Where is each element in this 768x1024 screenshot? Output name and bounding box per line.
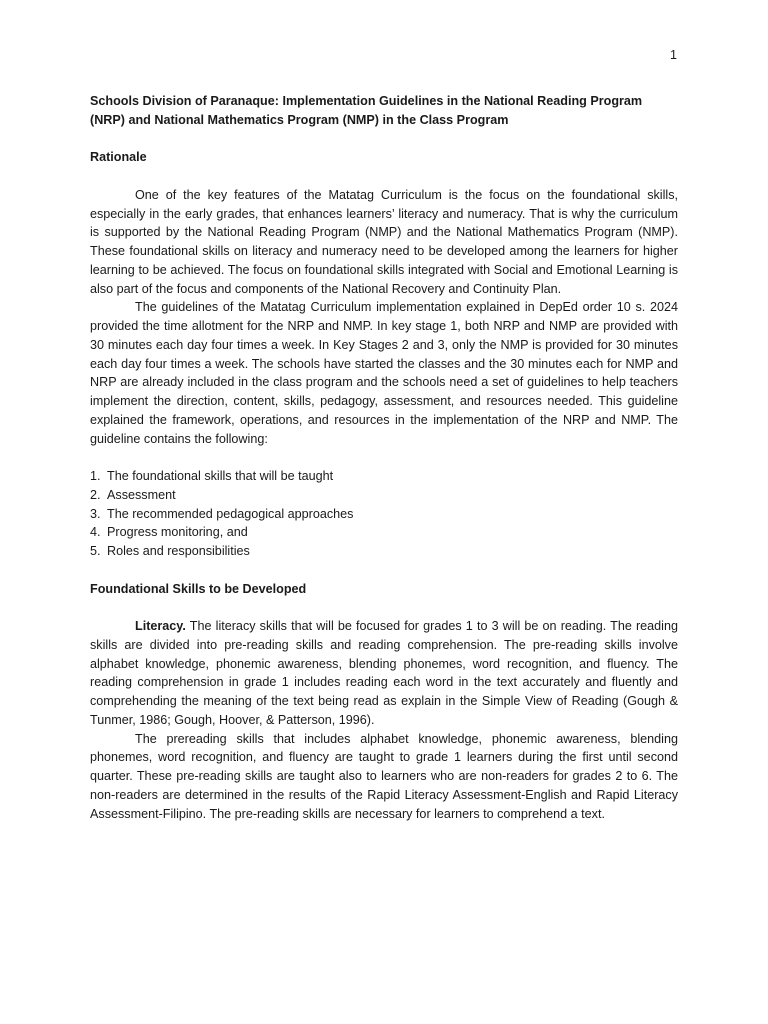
spacer [90, 598, 678, 617]
document-title: Schools Division of Paranaque: Implementation Guidelines in the National Reading Program (NRP) and National Mathematics Program (NMP) in the Class Program [90, 94, 643, 127]
rationale-heading: Rationale [90, 150, 147, 165]
list-item [90, 542, 678, 561]
list-item [90, 523, 678, 542]
list-item-number: 1. [90, 469, 101, 483]
literacy-paragraph [90, 617, 678, 730]
page-number: 1 [670, 48, 677, 62]
list-item-text: Roles and responsibilities [107, 544, 250, 558]
spacer [90, 167, 678, 186]
guideline-contents-list [90, 467, 678, 561]
list-item-text: The recommended pedagogical approaches [107, 506, 354, 521]
list-item-number: 3. [90, 506, 101, 521]
spacer [90, 561, 678, 580]
list-item [90, 505, 678, 524]
list-item-number: 5. [90, 544, 101, 558]
foundational-skills-heading: Foundational Skills to be Developed [90, 581, 307, 596]
list-item-text: Assessment [107, 487, 176, 502]
rationale-paragraph-2: The guidelines of the Matatag Curriculum implementation explained in DepEd order 10 s. 2024 provided the time allotment for the NRP and NMP. In key stage 1, both NRP and NMP are provided with 30 minutes each day four times a week. In Key Stages 2 and 3, only the NMP is provided for 30 minutes each day four times a week. The schools have started the classes and the 30 minutes each for NMP and NRP are already included in the class program and the schools need a set of guidelines to help teachers implement the direction, content, skills, pedagogy, assessment, and resources needed. This guideline explained the framework, operations, and resources in the implementation of the NRP and NMP. The guideline contains the following: [90, 300, 678, 446]
list-item-text: Progress monitoring, and [107, 525, 248, 540]
list-item-number: 4. [90, 525, 101, 540]
rationale-paragraph-1: One of the key features of the Matatag Curriculum is the focus on the foundational skills, especially in the early grades, that enhances learners’ literacy and numeracy. That is why the curriculum is supported by the National Reading Program (NMP) and the National Mathematics Program (NMP). These foundational skills on literacy and numeracy need to be developed among the learners for higher learning to be achieved. The focus on foundational skills integrated with Social and Emotional Learning is also part of the focus and components of the National Recovery and Continuity Plan. [90, 187, 678, 296]
list-item-number: 2. [90, 487, 101, 502]
literacy-text: The literacy skills that will be focused for grades 1 to 3 will be on reading. The reading skills are divided into pre-reading skills and reading comprehension. The pre-reading skills involve alphabet knowledge, phonemic awareness, blending phonemes, word recognition, and fluency. The reading comprehension in grade 1 includes reading each word in the text accurately and fluently and comprehending the meaning of the text being read as explain in the Simple View of Reading (Gough & Tunmer, 1986; Gough, Hoover, & Patterson, 1996). [90, 619, 678, 727]
spacer [90, 448, 678, 467]
document-body [90, 92, 678, 823]
list-item [90, 467, 678, 486]
list-item [90, 486, 678, 505]
spacer [90, 130, 678, 149]
literacy-lead: Literacy. [135, 619, 186, 633]
list-item-text: The foundational skills that will be taught [107, 469, 334, 483]
prereading-paragraph: The prereading skills that includes alphabet knowledge, phonemic awareness, blending phonemes, word recognition, and fluency are taught to grade 1 learners during the first until second quarter. These pre-reading skills are taught also to learners who are non-readers for grades 2 to 6. The non-readers are determined in the results of the Rapid Literacy Assessment-English and Rapid Literacy Assessment-Filipino. The pre-reading skills are necessary for learners to comprehend a text. [90, 731, 678, 821]
